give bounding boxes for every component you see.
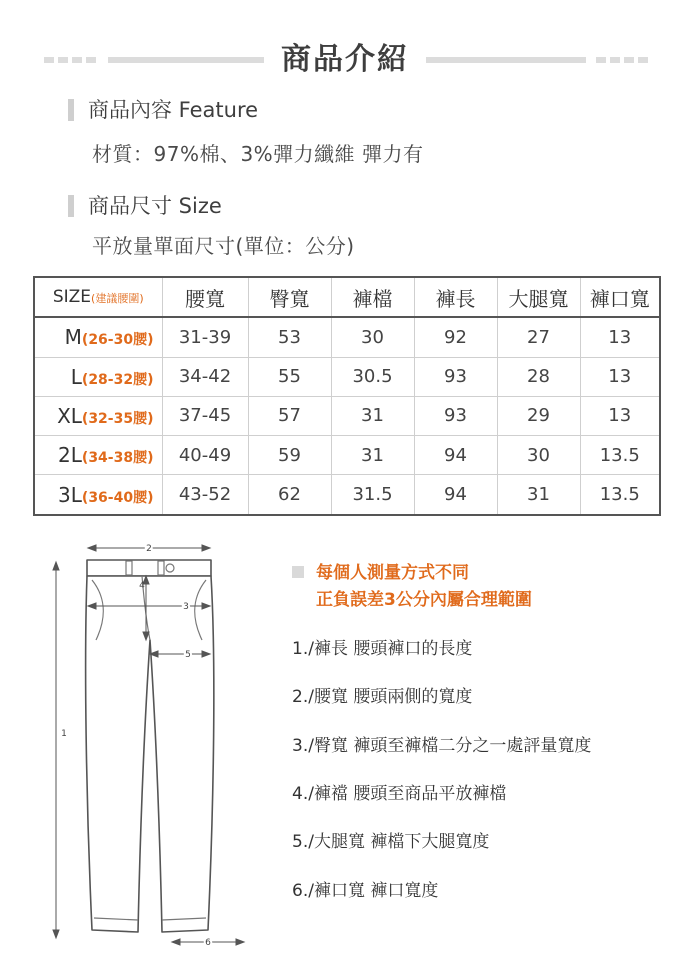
- size-cell: L(28-32腰): [34, 357, 162, 396]
- table-cell: 55: [248, 357, 331, 396]
- header-length: 褲長: [414, 277, 497, 317]
- label-6: 6: [205, 938, 211, 948]
- table-cell: 93: [414, 396, 497, 435]
- table-cell: 13: [580, 396, 660, 435]
- table-row: [34, 475, 660, 515]
- note-square-icon: [292, 566, 304, 578]
- table-cell: 62: [248, 475, 331, 515]
- label-5: 5: [185, 650, 191, 660]
- header-thigh: 大腿寬: [497, 277, 580, 317]
- size-heading: [68, 190, 222, 220]
- table-cell: 13.5: [580, 436, 660, 475]
- table-cell: 29: [497, 396, 580, 435]
- table-cell: 37-45: [162, 396, 248, 435]
- step-1: 1./褲長 腰頭褲口的長度: [292, 639, 473, 659]
- size-table: [33, 276, 661, 516]
- title-dashes-right: [596, 57, 648, 63]
- table-cell: 40-49: [162, 436, 248, 475]
- step-5: 5./大腿寬 褲檔下大腿寬度: [292, 832, 490, 852]
- size-heading-text: 商品尺寸 Size: [88, 194, 222, 218]
- note-line-1: 每個人測量方式不同: [292, 560, 532, 587]
- header-waist: 腰寬: [162, 277, 248, 317]
- title-line-right: [426, 57, 586, 63]
- table-cell: 30.5: [331, 357, 414, 396]
- title-row: [0, 38, 690, 82]
- table-cell: 27: [497, 317, 580, 357]
- table-cell: 13: [580, 317, 660, 357]
- title-line-left: [108, 57, 264, 63]
- table-cell: 31.5: [331, 475, 414, 515]
- section-bar: [68, 99, 74, 121]
- page-title: 商品介紹: [281, 42, 409, 77]
- table-cell: 94: [414, 475, 497, 515]
- step-4: 4./褲襠 腰頭至商品平放褲檔: [292, 784, 507, 804]
- pants-diagram: [30, 540, 270, 960]
- table-row: [34, 436, 660, 475]
- size-cell: 3L(36-40腰): [34, 475, 162, 515]
- table-cell: 30: [497, 436, 580, 475]
- feature-heading: [68, 94, 258, 124]
- size-cell: M(26-30腰): [34, 317, 162, 357]
- measure-notes: [292, 560, 532, 614]
- step-3: 3./臀寬 褲頭至褲檔二分之一處評量寬度: [292, 736, 592, 756]
- header-size: SIZE(建議腰圍): [34, 277, 162, 317]
- section-bar: [68, 195, 74, 217]
- label-1: 1: [61, 729, 67, 739]
- step-6: 6./褲口寬 褲口寬度: [292, 881, 439, 901]
- header-hip: 臀寬: [248, 277, 331, 317]
- waistband: [87, 560, 211, 576]
- label-4: 4: [139, 581, 145, 591]
- label-2: 2: [146, 544, 152, 554]
- table-cell: 13: [580, 357, 660, 396]
- table-cell: 28: [497, 357, 580, 396]
- table-cell: 30: [331, 317, 414, 357]
- table-cell: 94: [414, 436, 497, 475]
- header-hem: 褲口寬: [580, 277, 660, 317]
- table-cell: 31-39: [162, 317, 248, 357]
- step-2: 2./腰寬 腰頭兩側的寬度: [292, 687, 473, 707]
- table-row: [34, 396, 660, 435]
- table-cell: 34-42: [162, 357, 248, 396]
- feature-heading-text: 商品內容 Feature: [88, 98, 259, 122]
- table-cell: 43-52: [162, 475, 248, 515]
- table-cell: 92: [414, 317, 497, 357]
- table-cell: 59: [248, 436, 331, 475]
- size-text: 平放量單面尺寸(單位：公分): [92, 234, 355, 258]
- table-cell: 31: [497, 475, 580, 515]
- table-row: [34, 357, 660, 396]
- table-cell: 53: [248, 317, 331, 357]
- table-cell: 31: [331, 396, 414, 435]
- size-cell: XL(32-35腰): [34, 396, 162, 435]
- table-cell: 93: [414, 357, 497, 396]
- label-3: 3: [183, 602, 189, 612]
- table-header-row: [34, 277, 660, 317]
- title-dashes-left: [44, 57, 96, 63]
- pants-outline: [86, 576, 214, 932]
- table-cell: 57: [248, 396, 331, 435]
- feature-text: 材質：97%棉、3%彈力纖維 彈力有: [92, 142, 424, 166]
- table-row: [34, 317, 660, 357]
- note-line-2: 正負誤差3公分內屬合理範圍: [316, 590, 532, 610]
- table-cell: 31: [331, 436, 414, 475]
- table-cell: 13.5: [599, 484, 640, 506]
- size-cell: 2L(34-38腰): [34, 436, 162, 475]
- header-rise: 褲檔: [331, 277, 414, 317]
